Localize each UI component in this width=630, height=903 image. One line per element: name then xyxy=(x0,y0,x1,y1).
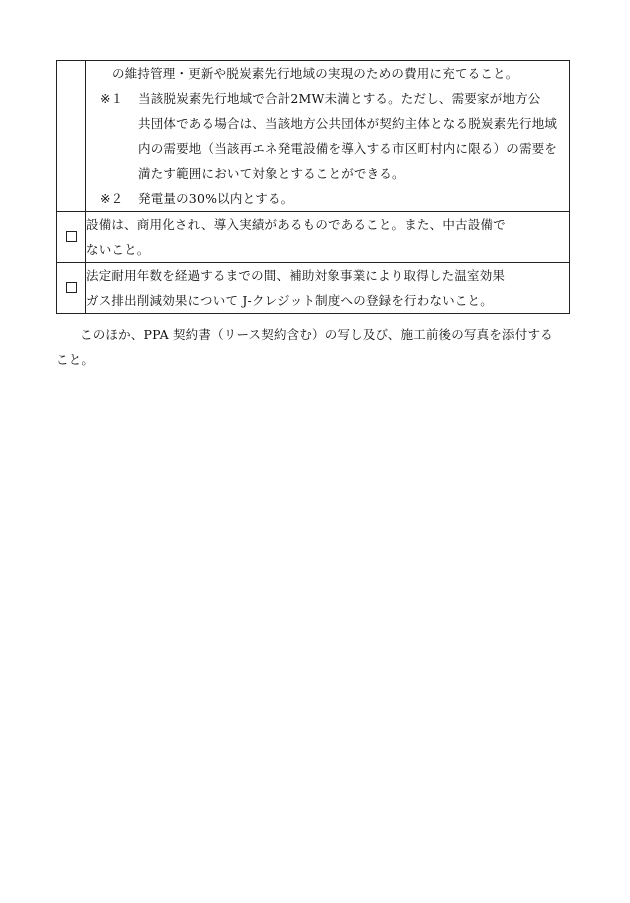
requirement-text-line: ないこと。 xyxy=(86,242,150,257)
checkbox-cell xyxy=(57,212,86,263)
note-2-text: 発電量の30%以内とする。 xyxy=(138,191,294,206)
table-row xyxy=(57,263,570,314)
checkbox-cell xyxy=(57,263,86,314)
note-2-line xyxy=(86,186,569,211)
requirement-text-line: 法定耐用年数を経過するまでの間、補助対象事業により取得した温室効果 xyxy=(86,268,506,283)
note-1-line-4: 満たす範囲において対象とすることができる。 xyxy=(138,166,405,181)
requirement-text-cell xyxy=(86,212,570,263)
requirements-table xyxy=(56,60,570,314)
note-2-mark: ※２ xyxy=(100,191,124,206)
table-row xyxy=(57,61,570,212)
attachment-note xyxy=(56,322,570,372)
attachment-note-line-1: このほか、PPA 契約書（リース契約含む）の写し及び、施工前後の写真を添付する xyxy=(80,327,553,342)
note-1-line-2: 共団体である場合は、当該地方公共団体が契約主体となる脱炭素先行地域 xyxy=(138,116,558,131)
requirement-text-line: の維持管理・更新や脱炭素先行地域の実現のための費用に充てること。 xyxy=(112,66,519,81)
attachment-note-line-2: こと。 xyxy=(56,352,95,367)
checkbox[interactable] xyxy=(66,231,77,242)
note-1-line-3: 内の需要地（当該再エネ発電設備を導入する市区町村内に限る）の需要を xyxy=(138,141,558,156)
requirement-text-line: 設備は、商用化され、導入実績があるものであること。また、中古設備で xyxy=(86,217,506,232)
note-1-text: 当該脱炭素先行地域で合計2MW未満とする。ただし、需要家が地方公 xyxy=(138,91,541,106)
table-row xyxy=(57,212,570,263)
note-1-mark: ※１ xyxy=(100,91,124,106)
checkbox-cell-empty xyxy=(57,61,86,212)
requirement-text-cell xyxy=(86,61,570,212)
checkbox[interactable] xyxy=(66,282,77,293)
note-1-line xyxy=(86,86,569,111)
requirement-text-line: ガス排出削減効果について J-クレジット制度への登録を行わないこと。 xyxy=(86,293,493,308)
requirement-text-cell xyxy=(86,263,570,314)
